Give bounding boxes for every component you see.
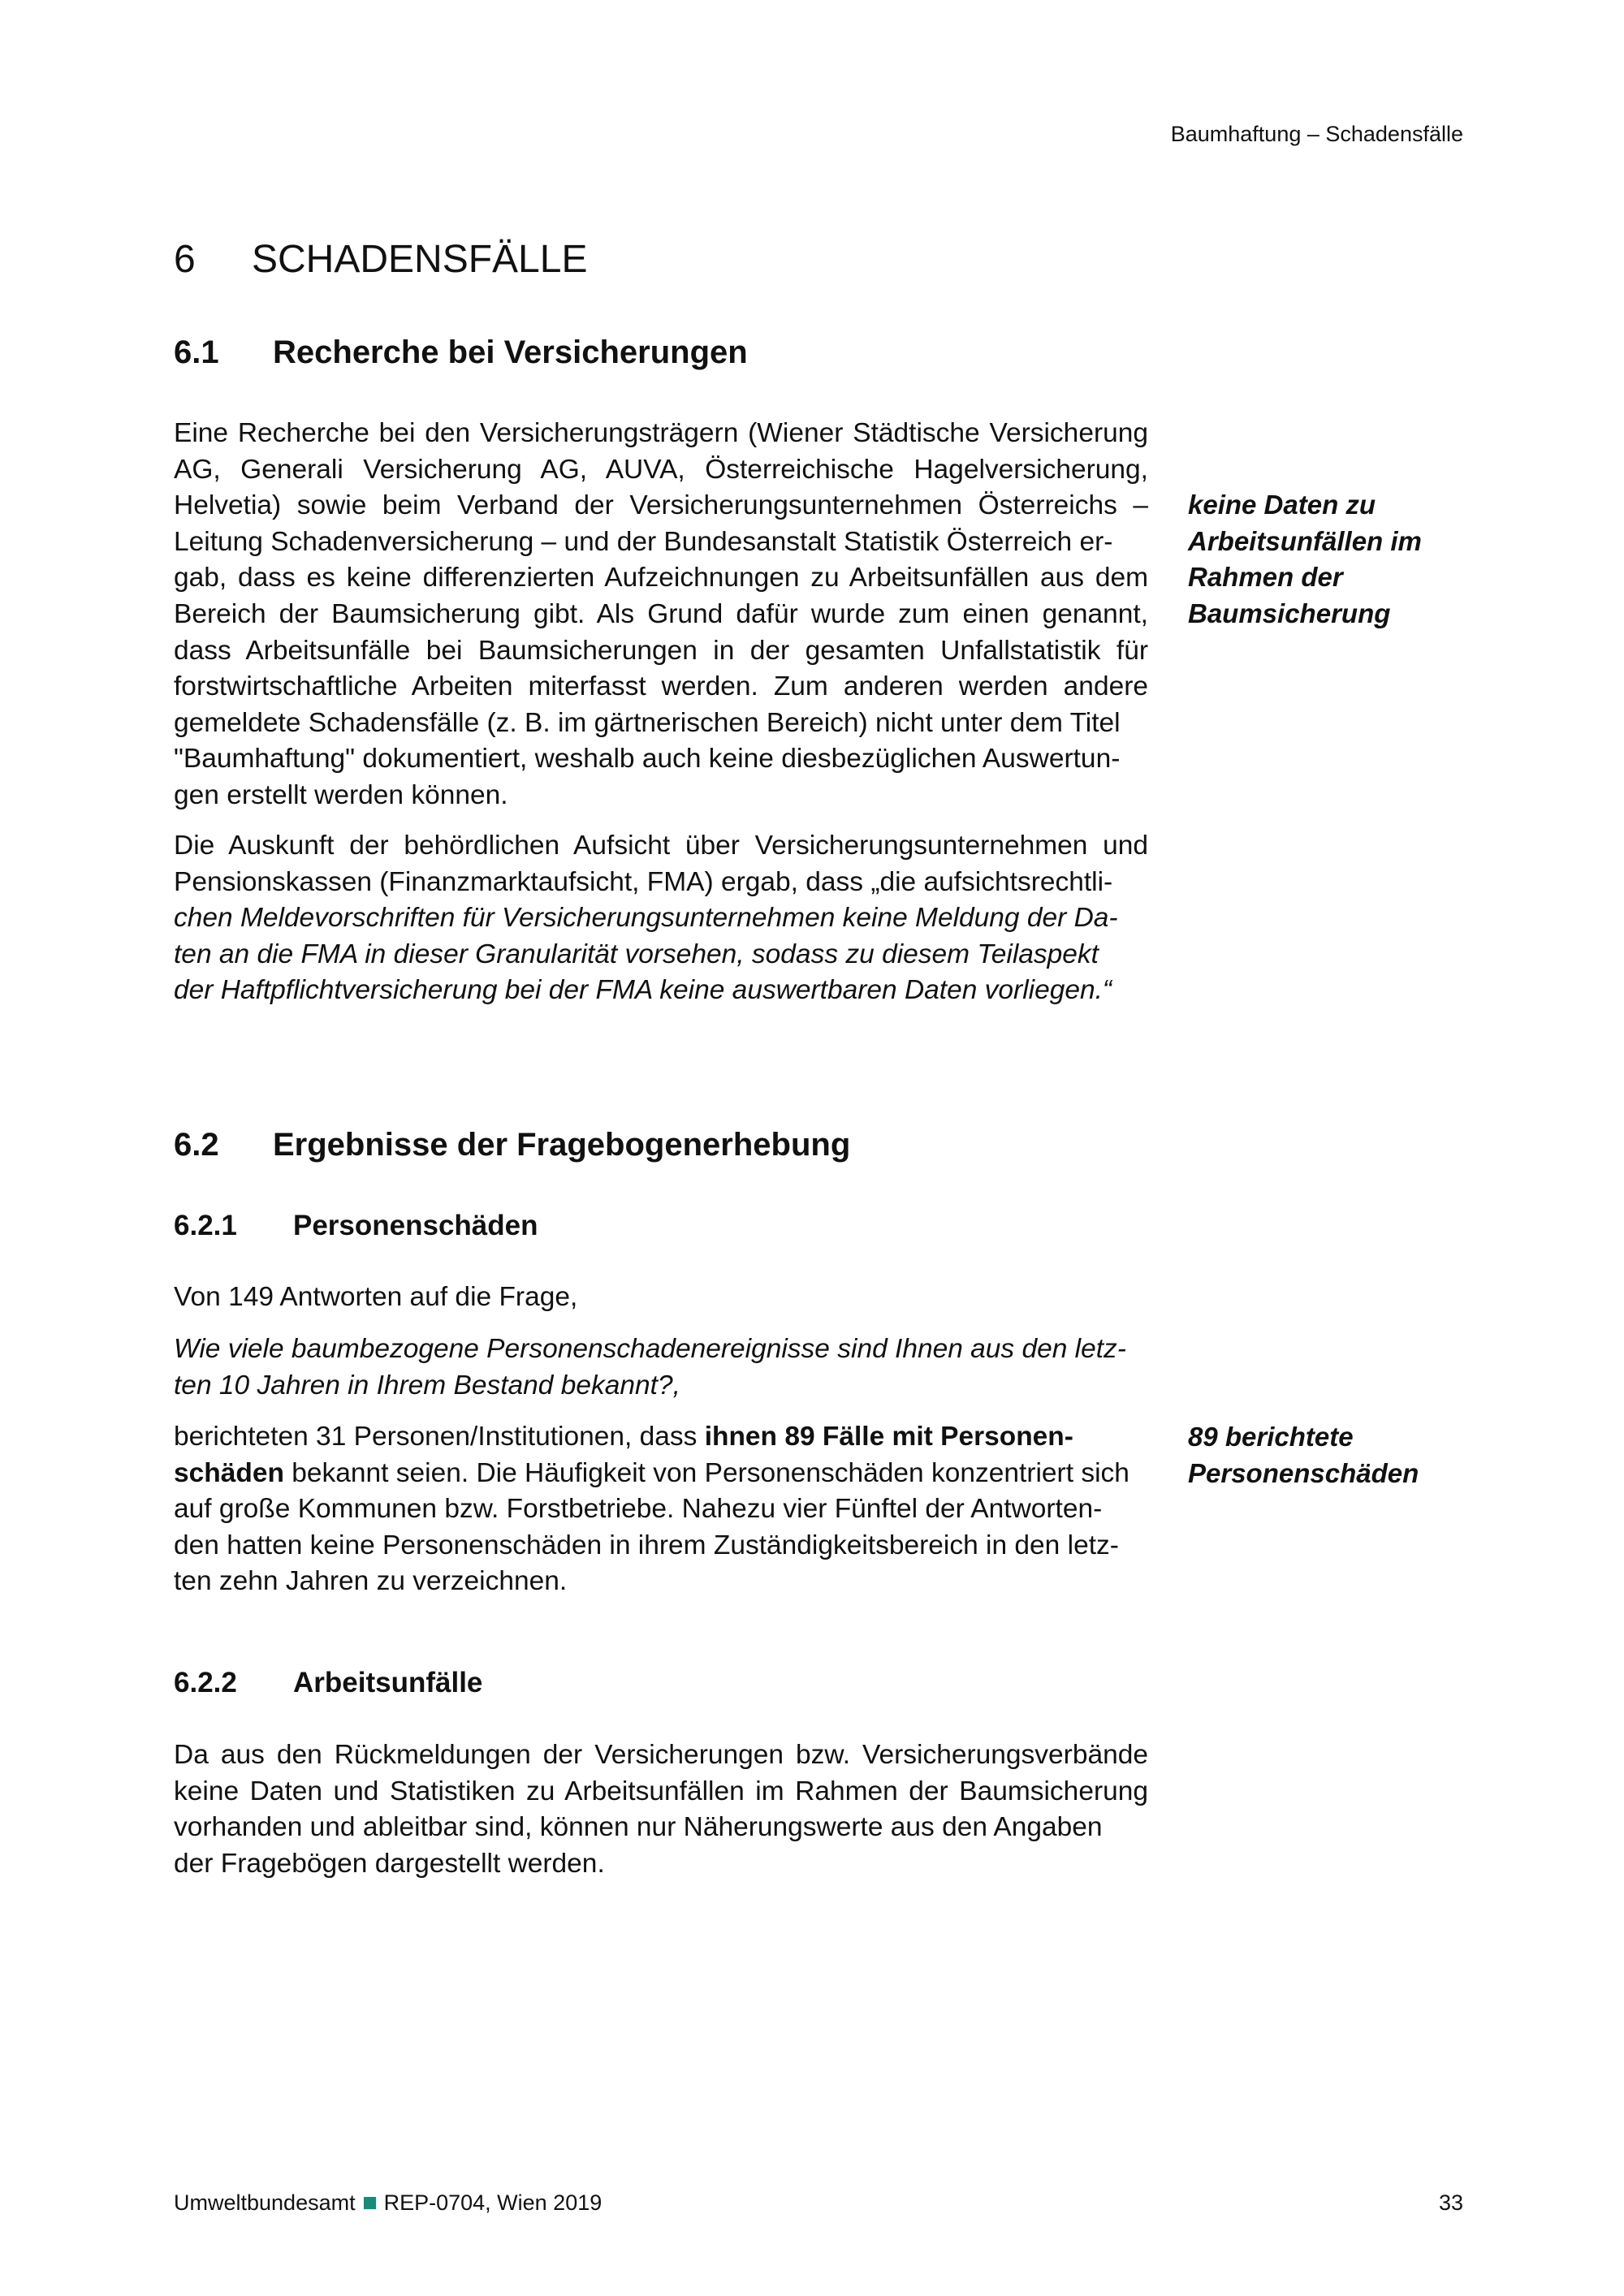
section-6-1-number: 6.1: [174, 334, 219, 370]
section-6-2-title: Ergebnisse der Fragebogenerhebung: [273, 1127, 851, 1163]
section-6-2-1-number: 6.2.1: [174, 1210, 237, 1241]
running-head: Baumhaftung – Schadensfälle: [1170, 122, 1463, 146]
footer-publisher: Umweltbundesamt: [174, 2190, 356, 2215]
section-6-2-2-paragraph: Da aus den Rückmeldungen der Versicherungen bzw. Versicherungsverbände keine Daten und Statistiken zu Arbeitsunfällen im Rahmen der Baumsicherung vorhanden und ableitbar sind, können nur Näherungswerte aus den Angaben der Fragebögen dargestellt werden.: [174, 1740, 1148, 1879]
section-6-2-number: 6.2: [174, 1127, 219, 1163]
chapter-heading: [174, 237, 587, 282]
section-6-2-1-heading: [174, 1210, 538, 1242]
section-6-2-2-title: Arbeitsunfälle: [293, 1667, 483, 1698]
section-6-1-paragraph-1: Eine Recherche bei den Versicherungsträgern (Wiener Städtische Versicherung AG, Generali Versicherung AG, AUVA, Österreichische Hagelversicherung, Helvetia) sowie beim Verband der Versicherungsunternehmen Österreichs – Leitung Schadenversicherung – und der Bundesanstalt Statistik Österreich er- gab, dass es keine differenzierten Aufzeichnungen zu Arbeitsunfällen aus dem Bereich der Baumsicherung gibt. Als Grund dafür wurde zum einen genannt, dass Arbeitsunfälle bei Baumsicherungen in der gesamten Unfallstatistik für forstwirtschaftliche Arbeiten miterfasst werden. Zum anderen werden andere gemeldete Schadensfälle (z. B. im gärtnerischen Bereich) nicht unter dem Titel "Baumhaftung" dokumentiert, weshalb auch keine diesbezüglichen Auswertun- gen erstellt werden können.: [174, 418, 1148, 810]
section-6-1-heading: [174, 334, 748, 371]
footer-report: REP-0704, Wien 2019: [383, 2190, 603, 2215]
section-6-2-2-heading: [174, 1667, 482, 1699]
section-6-1-title: Recherche bei Versicherungen: [273, 334, 748, 370]
section-6-2-1-intro: Von 149 Antworten auf die Frage,: [174, 1282, 578, 1312]
survey-question: Wie viele baumbezogene Personenschadenereignisse sind Ihnen aus den letz- ten 10 Jahren in Ihrem Bestand bekannt?,: [174, 1334, 1126, 1400]
chapter-number: 6: [174, 238, 196, 281]
margin-note-no-data: keine Daten zu Arbeitsunfällen im Rahmen der Baumsicherung: [1188, 490, 1422, 628]
section-6-2-heading: [174, 1127, 850, 1163]
footer-square-icon: [364, 2197, 376, 2209]
margin-note-89-cases: 89 berichtete Personenschäden: [1188, 1422, 1419, 1488]
section-6-2-1-title: Personenschäden: [293, 1210, 538, 1241]
section-6-1-paragraph-2: Die Auskunft der behördlichen Aufsicht über Versicherungsunternehmen und Pensionskassen (Finanzmarktaufsicht, FMA) ergab, dass „die aufsichtsrechtli- chen Meldevorschriften für Versicherungsunternehmen keine Meldung der Da- ten an die FMA in dieser Granularität vorsehen, sodass zu diesem Teilaspekt der Haftpflichtversicherung bei der FMA keine auswertbaren Daten vorliegen.“: [174, 831, 1148, 1006]
footer: [174, 2190, 602, 2216]
section-6-2-1-result: berichteten 31 Personen/Institutionen, dass ihnen 89 Fälle mit Personen- schäden bekannt seien. Die Häufigkeit von Personenschäden konzentriert sich auf große Kommunen bzw. Forstbetriebe. Nahezu vier Fünftel der Antworten- den hatten keine Personenschäden in ihrem Zuständigkeitsbereich in den letz- ten zehn Jahren zu verzeichnen.: [174, 1422, 1129, 1597]
section-6-2-2-number: 6.2.2: [174, 1667, 237, 1698]
chapter-title: SCHADENSFÄLLE: [252, 238, 588, 281]
page-number: 33: [1438, 2190, 1463, 2215]
